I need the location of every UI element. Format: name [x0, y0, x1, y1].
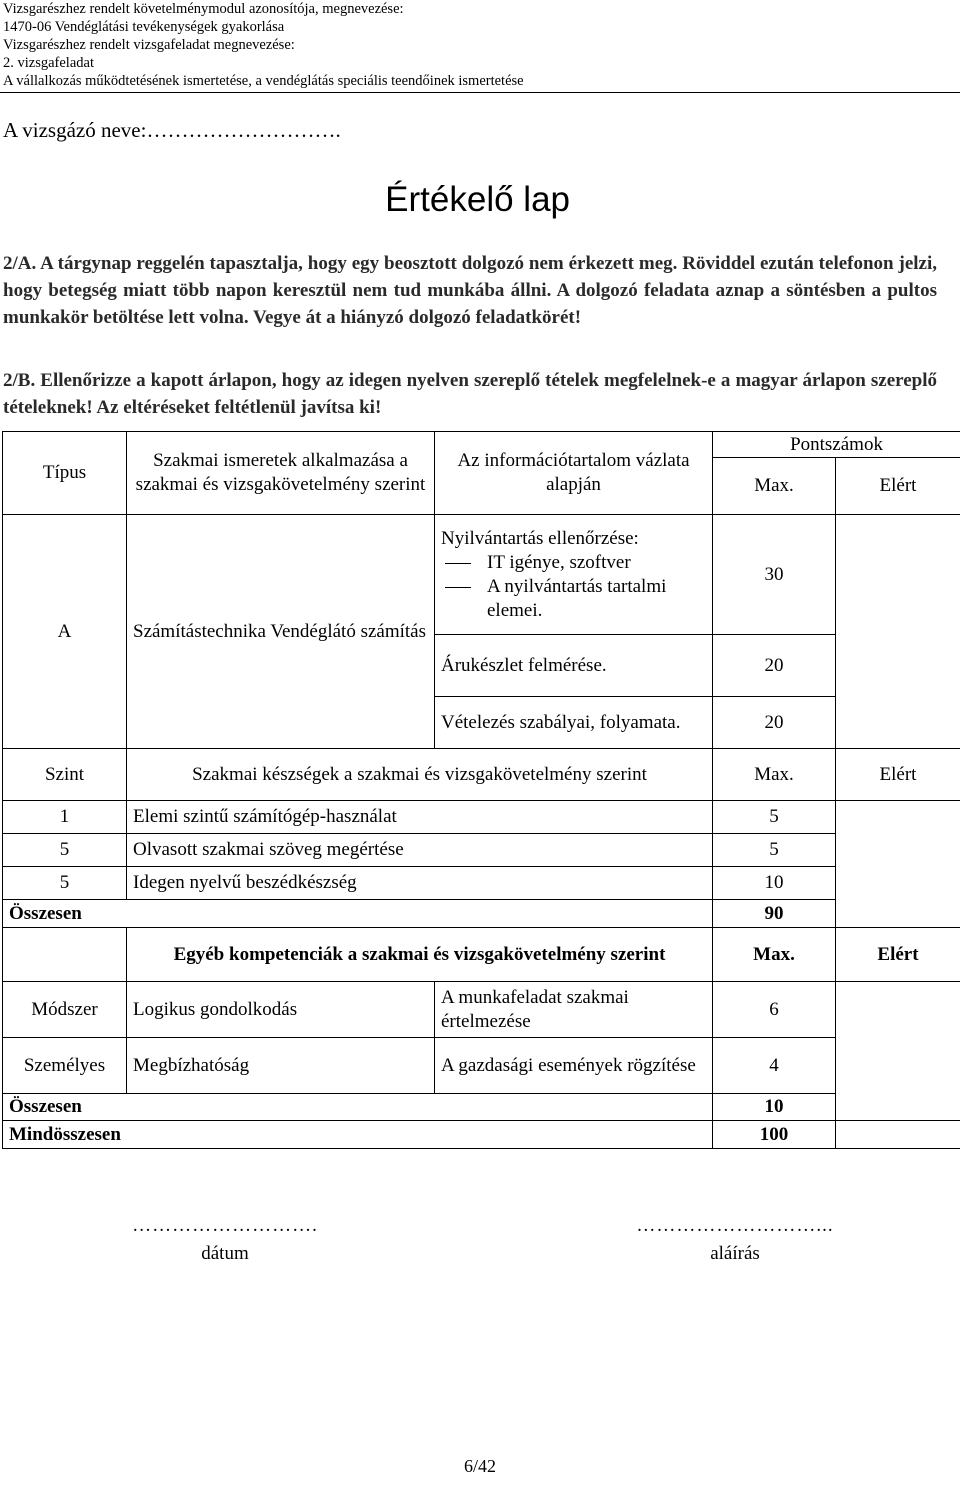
- skills-max-header: Max.: [713, 749, 836, 801]
- arukeszlet-cell: Árukészlet felmérése.: [435, 635, 713, 697]
- grand-total: 100: [713, 1121, 836, 1149]
- evaluation-table: [2, 431, 960, 1149]
- grand-total-label: Mindösszesen: [3, 1121, 713, 1149]
- other-elert-header: Elért: [836, 928, 960, 982]
- other-type: Módszer: [3, 982, 127, 1038]
- nyilvantartas-heading: Nyilvántartás ellenőrzése:: [441, 527, 639, 549]
- skill-level: 5: [3, 834, 127, 867]
- skill-points: 5: [713, 801, 836, 834]
- date-signature-block: [90, 1212, 360, 1268]
- vetelezes-points: 20: [713, 697, 836, 749]
- signature-line: ………………………...: [636, 1215, 834, 1236]
- skills-heading: Szakmai készségek a szakmai és vizsgakövetelmény szerint: [127, 749, 713, 801]
- skills-total-label: Összesen: [3, 900, 713, 928]
- header-line: 1470-06 Vendéglátási tevékenységek gyakorlása: [3, 19, 285, 35]
- vetelezes-cell: Vételezés szabályai, folyamata.: [435, 697, 713, 749]
- signature-label: aláírás: [710, 1243, 760, 1264]
- skill-level: 5: [3, 867, 127, 900]
- skill-points: 5: [713, 834, 836, 867]
- other-task: A munkafeladat szakmai értelmezése: [435, 982, 713, 1038]
- candidate-name-line: A vizsgázó neve:……………………….: [3, 118, 341, 142]
- other-elert: [836, 982, 960, 1121]
- date-label: dátum: [201, 1243, 249, 1264]
- subjects-cell: Számítástechnika Vendéglátó számítás: [127, 515, 435, 749]
- table-row: [3, 867, 960, 900]
- other-heading: Egyéb kompetenciák a szakmai és vizsgakövetelmény szerint: [127, 928, 713, 982]
- date-line: ……………………….: [132, 1215, 318, 1236]
- document-header: [3, 0, 524, 90]
- other-total: 10: [713, 1094, 836, 1121]
- other-points: 4: [713, 1038, 836, 1094]
- skills-elert: [836, 801, 960, 928]
- page-title-text: Értékelő lap: [385, 180, 570, 219]
- header-line: 2. vizsgafeladat: [3, 55, 94, 71]
- header-elert: Elért: [836, 458, 960, 515]
- header-info-vazlat: Az információtartalom vázlata alapján: [435, 432, 713, 515]
- other-empty: [3, 928, 127, 982]
- header-szint: Szint: [3, 749, 127, 801]
- header-max: Max.: [713, 458, 836, 515]
- task-2b: 2/B. Ellenőrizze a kapott árlapon, hogy az idegen nyelven szereplő tételek megfelelnek-e a magyar árlapon szereplő tételeknek! Az eltéréseket feltétlenül javítsa ki!: [3, 370, 937, 418]
- header-line: Vizsgarészhez rendelt követelménymodul azonosítója, megnevezése:: [3, 1, 404, 17]
- other-points: 6: [713, 982, 836, 1038]
- skill-points: 10: [713, 867, 836, 900]
- table-row: [3, 982, 960, 1038]
- skill-name: Elemi szintű számítógép-használat: [127, 801, 713, 834]
- header-line: Vizsgarészhez rendelt vizsgafeladat megnevezése:: [3, 37, 295, 53]
- table-row: [3, 1038, 960, 1094]
- task-2a: 2/A. A tárgynap reggelén tapasztalja, hogy egy beosztott dolgozó nem érkezett meg. Röviddel ezután telefonon jelzi, hogy betegség miatt több napon keresztül nem tud munkába állni. A dolgozó feladata aznap a söntésben a pultos munkakör betöltése lett volna. Vegye át a hiányzó dolgozó feladatkörét!: [3, 253, 937, 328]
- other-type: Személyes: [3, 1038, 127, 1094]
- list-item: A nyilvántartás tartalmi elemei.: [441, 575, 706, 623]
- type-a-elert: [836, 515, 960, 749]
- type-a-cell: A: [3, 515, 127, 749]
- page-title: [0, 180, 960, 220]
- other-task: A gazdasági események rögzítése: [435, 1038, 713, 1094]
- signature-block: [605, 1212, 865, 1268]
- header-line: A vállalkozás működtetésének ismertetése, a vendéglátás speciális teendőinek ismertetése: [3, 73, 524, 89]
- header-tipus: Típus: [3, 432, 127, 515]
- other-total-label: Összesen: [3, 1094, 713, 1121]
- grand-elert: [836, 1121, 960, 1149]
- nyilvantartas-list: [441, 551, 706, 623]
- skills-elert-header: Elért: [836, 749, 960, 801]
- nyilvantartas-points: 30: [713, 515, 836, 635]
- arukeszlet-points: 20: [713, 635, 836, 697]
- header-rule: [0, 92, 960, 93]
- skill-level: 1: [3, 801, 127, 834]
- page-number: 6/42: [463, 1456, 496, 1476]
- header-szakmai-ismeretek: Szakmai ismeretek alkalmazása a szakmai és vizsgakövetelmény szerint: [127, 432, 435, 515]
- header-pontszamok: Pontszámok: [713, 432, 960, 458]
- other-name: Logikus gondolkodás: [127, 982, 435, 1038]
- other-max-header: Max.: [713, 928, 836, 982]
- skills-total: 90: [713, 900, 836, 928]
- table-row: [3, 834, 960, 867]
- skill-name: Olvasott szakmai szöveg megértése: [127, 834, 713, 867]
- list-item: IT igénye, szoftver: [441, 551, 706, 575]
- other-name: Megbízhatóság: [127, 1038, 435, 1094]
- nyilvantartas-cell: [435, 515, 713, 635]
- skill-name: Idegen nyelvű beszédkészség: [127, 867, 713, 900]
- table-row: [3, 801, 960, 834]
